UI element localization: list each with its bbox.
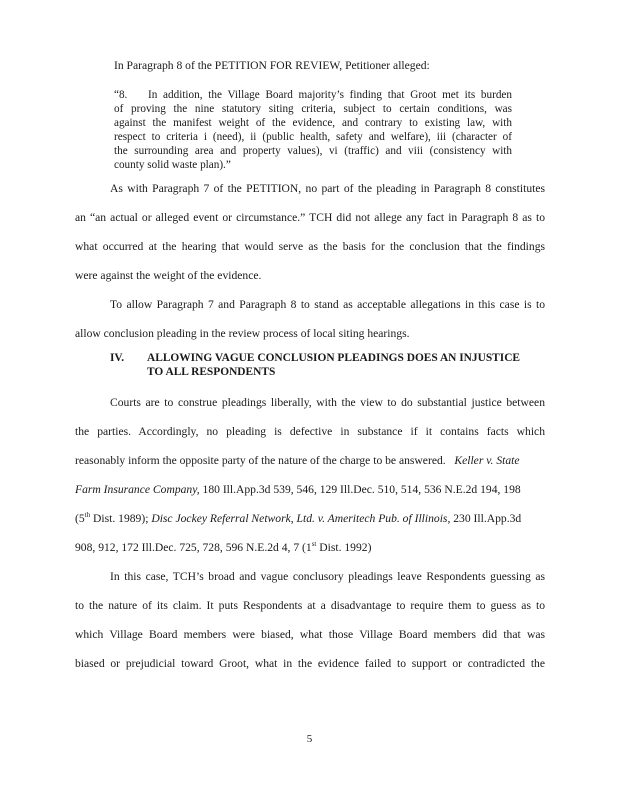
paragraph-line: were against the weight of the evidence. (75, 269, 262, 282)
paragraph-line: what occurred at the hearing that would serve as the basis for the conclusion that the findings (75, 240, 545, 253)
section-title-line: TO ALL RESPONDENTS (147, 366, 276, 378)
case-name: Keller v. State (454, 454, 520, 467)
quote-line: county solid waste plan).” (114, 159, 231, 171)
paragraph-line (75, 541, 371, 555)
quote-line: of proving the nine statutory siting criteria, subject to certain conditions, was (114, 103, 512, 115)
case-name: Disc Jockey Referral Network, Ltd. v. Ameritech Pub. of Illinois, (151, 512, 451, 525)
citation: Dist. 1992) (316, 541, 372, 554)
citation: (5 (75, 512, 85, 525)
superscript: th (84, 511, 91, 520)
paragraph-line: to the nature of its claim. It puts Respondents at a disadvantage to require them to guess as to (75, 599, 545, 612)
paragraph-line (75, 512, 521, 526)
case-name: Farm Insurance Company, (75, 483, 200, 496)
superscript: st (311, 540, 317, 549)
quote-line: In addition, the Village Board majority’s finding that Groot met its burden (148, 89, 512, 101)
paragraph-line: In this case, TCH’s broad and vague conclusory pleadings leave Respondents guessing as (110, 570, 545, 583)
paragraph-line: As with Paragraph 7 of the PETITION, no part of the pleading in Paragraph 8 constitutes (110, 182, 545, 195)
quote-line: respect to criteria i (need), ii (public health, safety and welfare), iii (character of (114, 131, 512, 143)
quote-number: “8. (114, 89, 128, 101)
citation: 230 Ill.App.3d (450, 512, 522, 525)
intro-line: In Paragraph 8 of the PETITION FOR REVIEW, Petitioner alleged: (114, 59, 430, 72)
citation: 180 Ill.App.3d 539, 546, 129 Ill.Dec. 510, 514, 536 N.E.2d 194, 198 (199, 483, 521, 496)
paragraph-line (75, 483, 521, 497)
paragraph-line: biased or prejudicial toward Groot, what in the evidence failed to support or contradicted the (75, 657, 545, 670)
section-title-line: ALLOWING VAGUE CONCLUSION PLEADINGS DOES AN INJUSTICE (147, 352, 521, 364)
paragraph-line: the parties. Accordingly, no pleading is defective in substance if it contains facts which (75, 425, 545, 438)
section-number: IV. (110, 352, 125, 364)
quote-line: the surrounding area and property values), vi (traffic) and viii (consistency with (114, 145, 512, 157)
paragraph-line (75, 454, 520, 468)
quote-line: against the manifest weight of the evidence, and contrary to existing law, with (114, 117, 512, 129)
sentence-text: reasonably inform the opposite party of the nature of the charge to be answered. (75, 454, 446, 467)
citation: 908, 912, 172 Ill.Dec. 725, 728, 596 N.E.2d 4, 7 (1 (75, 541, 312, 554)
paragraph-line: To allow Paragraph 7 and Paragraph 8 to stand as acceptable allegations in this case is to (110, 298, 545, 311)
paragraph-line: allow conclusion pleading in the review process of local siting hearings. (75, 327, 410, 340)
paragraph-line: Courts are to construe pleadings liberally, with the view to do substantial justice between (110, 396, 545, 409)
citation: Dist. 1989); (90, 512, 152, 525)
paragraph-line: which Village Board members were biased, what those Village Board members did that was (75, 628, 545, 641)
page-number: 5 (306, 733, 313, 745)
paragraph-line: an “an actual or alleged event or circumstance.” TCH did not allege any fact in Paragraph 8 as to (75, 211, 545, 224)
